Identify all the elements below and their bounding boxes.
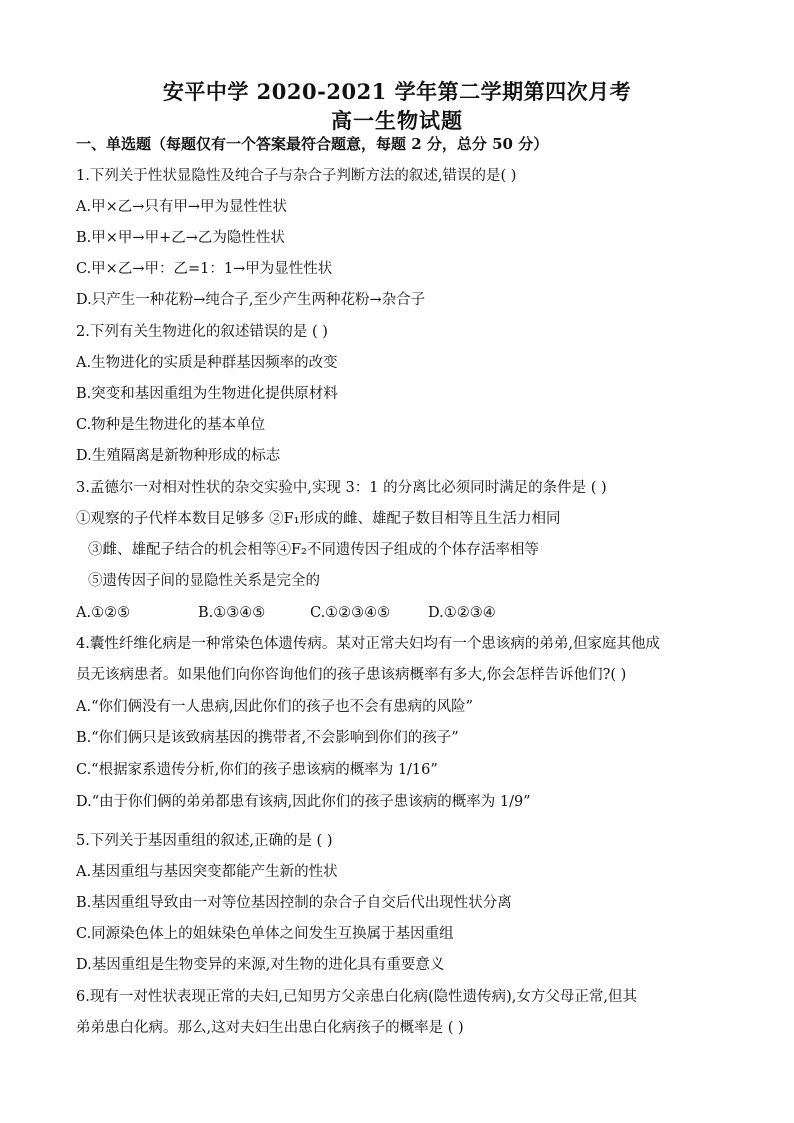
question-1-option-b: B.甲×甲→甲+乙→乙为隐性性状 [76,230,285,246]
question-3-option-b: B.①③④⑤ [198,605,266,621]
question-2-option-a: A.生物进化的实质是种群基因频率的改变 [76,355,338,371]
question-4-stem-line-2: 员无该病患者。如果他们向你咨询他们的孩子患该病概率有多大,你会怎样告诉他们?( ) [76,667,627,683]
question-6-stem-line-2: 弟弟患白化病。那么,这对夫妇生出患白化病孩子的概率是 ( ) [76,1020,464,1036]
question-5-option-a: A.基因重组与基因突变都能产生新的性状 [76,864,338,880]
question-1-option-c: C.甲×乙→甲：乙=1：1→甲为显性性状 [76,261,333,277]
question-6-stem-line-1: 6.现有一对性状表现正常的夫妇,已知男方父亲患白化病(隐性遗传病),女方父母正常,但其 [76,989,637,1005]
question-2-stem: 2.下列有关生物进化的叙述错误的是 ( ) [76,324,328,340]
question-4-option-a: A.“你们俩没有一人患病,因此你们的孩子也不会有患病的风险” [76,699,474,715]
question-2-option-d: D.生殖隔离是新物种形成的标志 [76,448,281,464]
question-3-options [76,603,496,623]
question-1-option-a: A.甲×乙→只有甲→甲为显性性状 [76,199,288,215]
question-2-option-b: B.突变和基因重组为生物进化提供原材料 [76,386,338,402]
question-1-option-d: D.只产生一种花粉→纯合子,至少产生两种花粉→杂合子 [76,292,426,308]
question-5-option-d: D.基因重组是生物变异的来源,对生物的进化具有重要意义 [76,957,445,973]
exam-subtitle: 高一生物试题 [331,108,463,133]
question-4-option-d: D.“由于你们俩的弟弟都患有该病,因此你们的孩子患该病的概率为 1/9” [76,794,531,810]
question-4-stem-line-1: 4.囊性纤维化病是一种常染色体遗传病。某对正常夫妇均有一个患该病的弟弟,但家庭其他成 [76,636,660,652]
question-3-option-c: C.①②③④⑤ [310,605,391,621]
question-3-option-a: A.①②⑤ [76,605,131,621]
question-1-stem: 1.下列关于性状显隐性及纯合子与杂合子判断方法的叙述,错误的是( ) [76,168,517,184]
question-3-option-d: D.①②③④ [428,605,496,621]
question-3-stem: 3.孟德尔一对相对性状的杂交实验中,实现 3：1 的分离比必须同时满足的条件是 ( ) [76,480,607,496]
question-5-option-c: C.同源染色体上的姐妹染色单体之间发生互换属于基因重组 [76,926,454,942]
question-5-option-b: B.基因重组导致由一对等位基因控制的杂合子自交后代出现性状分离 [76,895,512,911]
question-3-condition-1: ①观察的子代样本数目足够多 ②F₁形成的雌、雄配子数目相等且生活力相同 [76,511,561,527]
question-3-condition-3: ⑤遗传因子间的显隐性关系是完全的 [88,573,320,589]
section-heading: 一、单选题（每题仅有一个答案最符合题意，每题 2 分，总分 50 分） [76,135,549,153]
question-4-option-c: C.“根据家系遗传分析,你们的孩子患该病的概率为 1/16” [76,762,438,778]
question-5-stem: 5.下列关于基因重组的叙述,正确的是 ( ) [76,833,333,849]
question-3-condition-2: ③雌、雄配子结合的机会相等④F₂不同遗传因子组成的个体存活率相等 [88,542,539,558]
exam-title: 安平中学 2020-2021 学年第二学期第四次月考 [162,79,632,104]
question-4-option-b: B.“你们俩只是该致病基因的携带者,不会影响到你们的孩子” [76,730,459,746]
question-2-option-c: C.物种是生物进化的基本单位 [76,417,266,433]
